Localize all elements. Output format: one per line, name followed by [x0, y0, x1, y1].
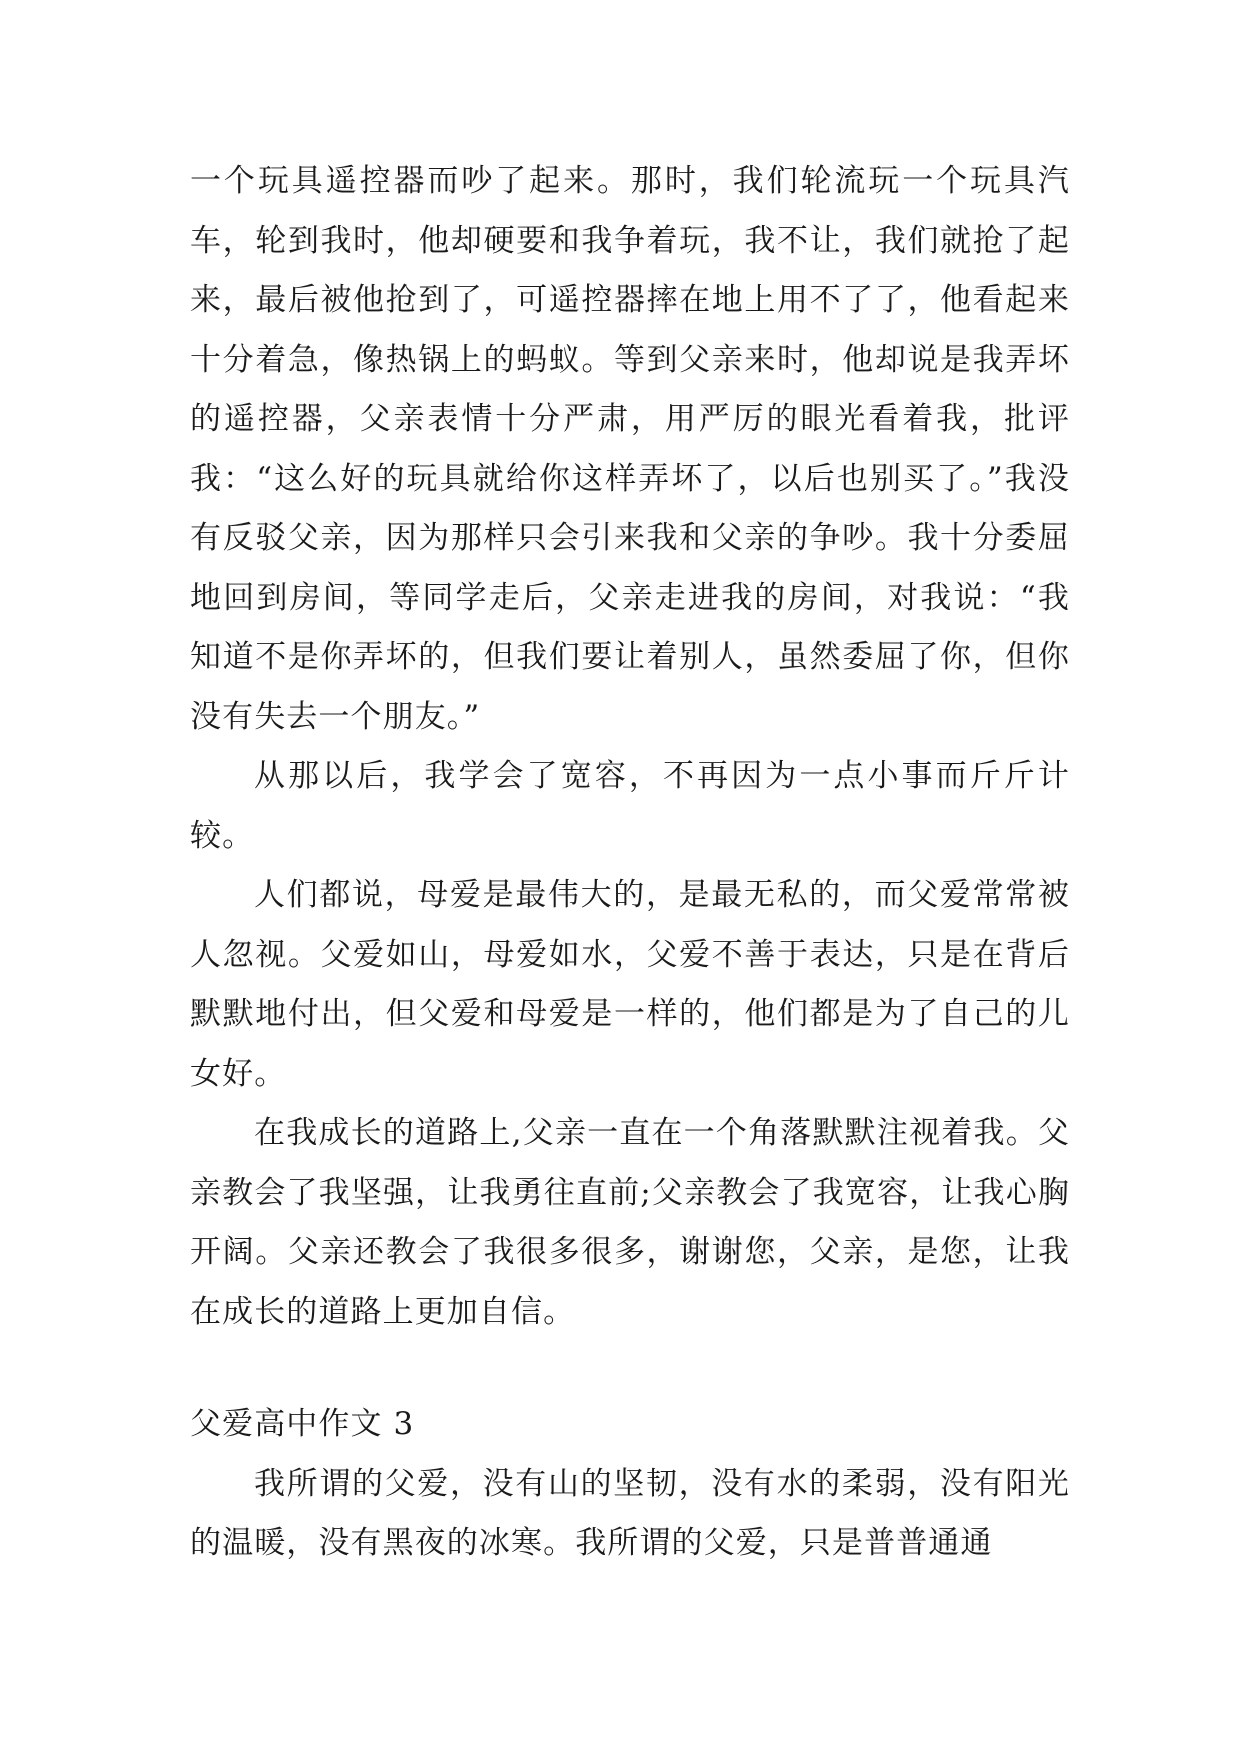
- paragraph-1: 一个玩具遥控器而吵了起来。那时，我们轮流玩一个玩具汽车，轮到我时，他却硬要和我争着玩，我不让，我们就抢了起来，最后被他抢到了，可遥控器摔在地上用不了了，他看起来十分着急，像热锅上的蚂蚁。等到父亲来时，他却说是我弄坏的遥控器，父亲表情十分严肃，用严厉的眼光看着我，批评我：“这么好的玩具就给你这样弄坏了，以后也别买了。”我没有反驳父亲，因为那样只会引来我和父亲的争吵。我十分委屈地回到房间，等同学走后，父亲走进我的房间，对我说：“我知道不是你弄坏的，但我们要让着别人，虽然委屈了你，但你没有失去一个朋友。”: [190, 163, 1070, 735]
- section-title: 父爱高中作文 3: [190, 1406, 415, 1442]
- paragraph-4: 在我成长的道路上,父亲一直在一个角落默默注视着我。父亲教会了我坚强，让我勇往直前;父亲教会了我宽容，让我心胸开阔。父亲还教会了我很多很多，谢谢您，父亲，是您，让我在成长的道路上更加自信。: [190, 1115, 1070, 1330]
- paragraph-2: 从那以后，我学会了宽容，不再因为一点小事而斤斤计较。: [190, 758, 1070, 854]
- section-paragraph-1: 我所谓的父爱，没有山的坚韧，没有水的柔弱，没有阳光的温暖，没有黑夜的冰寒。我所谓的父爱，只是普普通通: [190, 1465, 1070, 1561]
- document-page: [190, 152, 1070, 1574]
- paragraph-3: 人们都说，母爱是最伟大的，是最无私的，而父爱常常被人忽视。父爱如山，母爱如水，父爱不善于表达，只是在背后默默地付出，但父爱和母爱是一样的，他们都是为了自己的儿女好。: [190, 877, 1070, 1092]
